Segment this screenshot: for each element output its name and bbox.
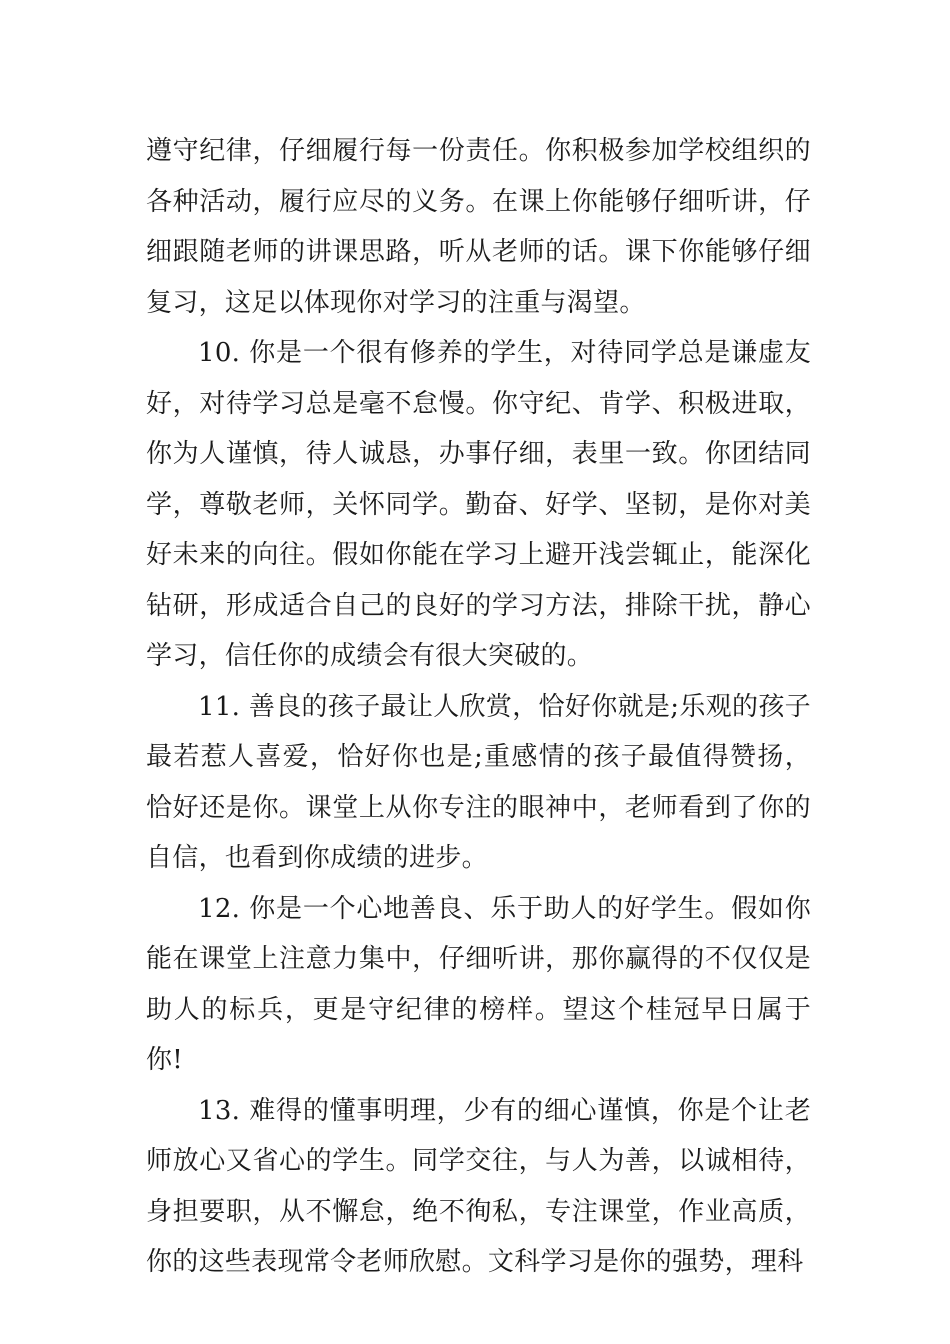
document-body [146, 126, 811, 1288]
paragraph-item-11: 11. 善良的孩子最让人欣赏，恰好你就是;乐观的孩子最若惹人喜爱，恰好你也是;重感情的孩子最值得赞扬，恰好还是你。课堂上从你专注的眼神中，老师看到了你的自信，也看到你成绩的进步。 [146, 691, 811, 873]
paragraph-item-10: 10. 你是一个很有修养的学生，对待同学总是谦虚友好，对待学习总是毫不怠慢。你守纪、肯学、积极进取，你为人谨慎，待人诚恳，办事仔细，表里一致。你团结同学，尊敬老师，关怀同学。勤奋、好学、坚韧，是你对美好未来的向往。假如你能在学习上避开浅尝辄止，能深化钻研，形成适合自己的良好的学习方法，排除干扰，静心学习，信任你的成绩会有很大突破的。 [146, 338, 811, 671]
paragraph-continuation: 遵守纪律，仔细履行每一份责任。你积极参加学校组织的各种活动，履行应尽的义务。在课上你能够仔细听讲，仔细跟随老师的讲课思路，听从老师的话。课下你能够仔细复习，这足以体现你对学习的注重与渴望。 [146, 136, 811, 318]
paragraph-item-12: 12. 你是一个心地善良、乐于助人的好学生。假如你能在课堂上注意力集中，仔细听讲，那你赢得的不仅仅是助人的标兵，更是守纪律的榜样。望这个桂冠早日属于你! [146, 893, 811, 1075]
paragraph-item-13: 13. 难得的懂事明理，少有的细心谨慎，你是个让老师放心又省心的学生。同学交往，与人为善，以诚相待，身担要职，从不懈怠，绝不徇私，专注课堂，作业高质，你的这些表现常令老师欣慰。文科学习是你的强势，理科 [146, 1095, 811, 1277]
